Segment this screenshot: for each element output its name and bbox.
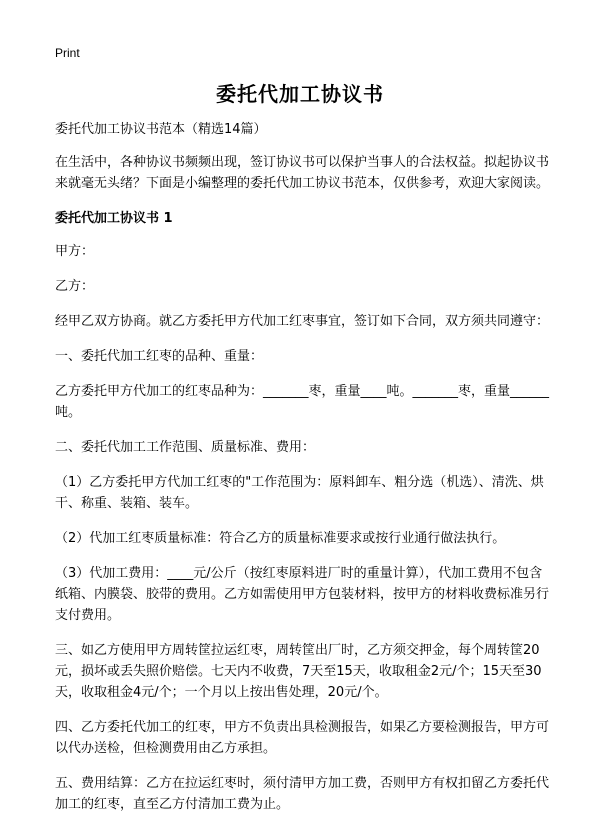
clause-5: 五、费用结算：乙方在拉运红枣时，须付清甲方加工费，否则甲方有权扣留乙方委托代加工的红枣，直至乙方付清加工费为止。	[55, 776, 550, 812]
party-a-line: 甲方：	[55, 244, 95, 259]
clause-3: 三、如乙方使用甲方周转筐拉运红枣，周转筐出厂时，乙方须交押金，每个周转筐20元，损坏或丢失照价赔偿。七天内不收费，7天至15天，收取租金2元/个；15天至30天，收取租金4元/个；一个月以上按出售处理，20元/个。	[55, 643, 542, 700]
clause-1-heading: 一、委托代加工红枣的品种、重量：	[55, 349, 264, 364]
clause-2-item-2: （2）代加工红枣质量标准：符合乙方的质量标准要求或按行业通行做法执行。	[55, 531, 506, 546]
document-subtitle: 委托代加工协议书范本（精选14篇）	[55, 122, 267, 137]
clause-2-item-1: （1）乙方委托甲方代加工红枣的"工作范围为：原料卸车、粗分选（机选）、清洗、烘干、称重、装箱、装车。	[55, 475, 544, 511]
clause-2-heading: 二、委托代加工工作范围、质量标准、费用：	[55, 440, 316, 455]
agreement-preamble: 经甲乙双方协商。就乙方委托甲方代加工红枣事宜，签订如下合同，双方须共同遵守：	[55, 314, 550, 329]
party-b-line: 乙方：	[55, 279, 95, 294]
document-title: 委托代加工协议书	[216, 82, 384, 106]
clause-2-item-3: （3）代加工费用：____元/公斤（按红枣原料进厂时的重量计算），代加工费用不包含纸箱、内膜袋、胶带的费用。乙方如需使用甲方包装材料，按甲方的材料收费标准另行支付费用。	[55, 566, 550, 623]
clause-4: 四、乙方委托代加工的红枣，甲方不负责出具检测报告，如果乙方要检测报告，甲方可以代办送检，但检测费用由乙方承担。	[55, 720, 550, 756]
intro-paragraph: 在生活中，各种协议书频频出现，签订协议书可以保护当事人的合法权益。拟起协议书来就毫无头绪？下面是小编整理的委托代加工协议书范本，仅供参考，欢迎大家阅读。	[55, 155, 550, 191]
document-body	[55, 119, 553, 829]
section-heading: 委托代加工协议书 1	[55, 211, 173, 226]
clause-1-body: 乙方委托甲方代加工的红枣品种为：_______枣，重量____吨。_______枣，重量______吨。	[55, 384, 550, 420]
print-link[interactable]: Print	[55, 46, 80, 60]
